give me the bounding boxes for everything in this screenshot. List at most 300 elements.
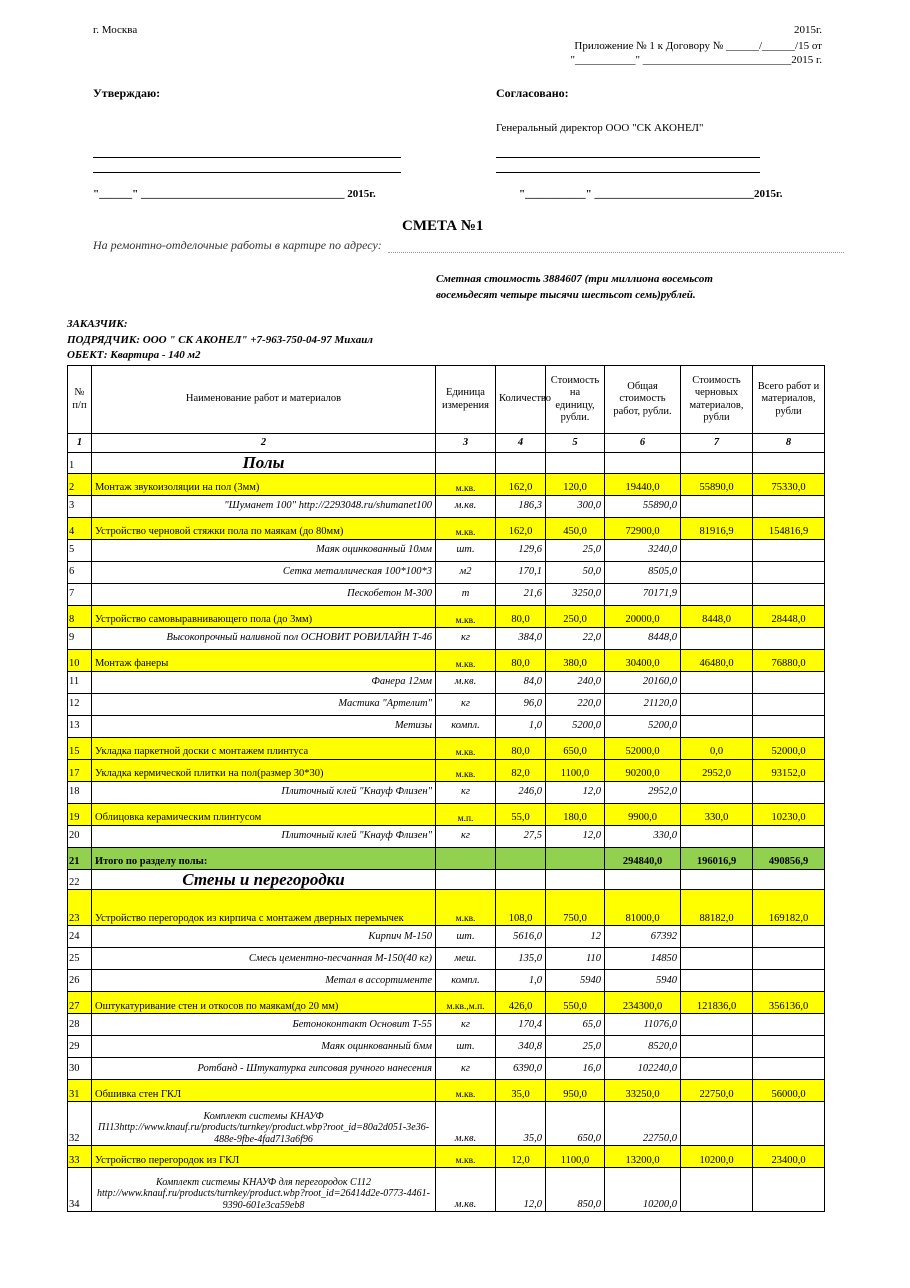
table-row	[68, 970, 825, 992]
item-name: Обшивка стен ГКЛ	[92, 1080, 436, 1102]
total-cost-cell: 20160,0	[605, 671, 681, 693]
quantity-cell	[496, 869, 546, 890]
item-name: "Шуманет 100" http://2293048.ru/shumanet100	[92, 495, 436, 517]
row-number: 11	[68, 671, 92, 693]
grand-total-cell: 56000,0	[753, 1080, 825, 1102]
quantity-cell: 170,1	[496, 561, 546, 583]
grand-total-cell: 169182,0	[753, 890, 825, 926]
table-row	[68, 583, 825, 605]
table-row	[68, 693, 825, 715]
quantity-cell: 12,0	[496, 1168, 546, 1212]
signature-line	[93, 172, 401, 173]
total-cost-cell: 81000,0	[605, 890, 681, 926]
item-name: Фанера 12мм	[92, 671, 436, 693]
customer-label: ЗАКАЗЧИК:	[67, 318, 128, 330]
unit-price-cell: 750,0	[546, 890, 605, 926]
total-cost-cell: 5200,0	[605, 715, 681, 737]
item-name: Метал в ассортименте	[92, 970, 436, 992]
unit-price-cell	[546, 869, 605, 890]
materials-cost-cell: 0,0	[681, 737, 753, 759]
row-number: 6	[68, 561, 92, 583]
materials-cost-cell	[681, 1036, 753, 1058]
appendix-date-line: "___________" ___________________________2015 г.	[570, 54, 822, 66]
total-cost-cell: 2952,0	[605, 781, 681, 803]
document-title: СМЕТА №1	[402, 218, 484, 234]
quantity-cell: 35,0	[496, 1080, 546, 1102]
materials-cost-cell	[681, 1058, 753, 1080]
unit-price-cell: 3250,0	[546, 583, 605, 605]
header-cell: Количество	[496, 366, 546, 434]
table-row	[68, 759, 825, 781]
contractor-label: ПОДРЯДЧИК: ООО " СК АКОНЕЛ" +7-963-750-04-97 Михаил	[67, 334, 373, 346]
materials-cost-cell	[681, 1102, 753, 1146]
signature-line	[496, 157, 760, 158]
approve-date: "______" _____________________________________ 2015г.	[93, 188, 376, 200]
column-number: 1	[68, 434, 92, 453]
materials-cost-cell	[681, 825, 753, 847]
row-number: 4	[68, 517, 92, 539]
row-number: 22	[68, 869, 92, 890]
agreed-title: Согласовано:	[496, 86, 569, 100]
total-cost-cell: 55890,0	[605, 495, 681, 517]
grand-total-cell	[753, 495, 825, 517]
table-row	[68, 737, 825, 759]
quantity-cell: 80,0	[496, 605, 546, 627]
table-row	[68, 1168, 825, 1212]
quantity-cell: 246,0	[496, 781, 546, 803]
unit-price-cell: 12,0	[546, 781, 605, 803]
quantity-cell: 21,6	[496, 583, 546, 605]
row-number: 21	[68, 847, 92, 869]
table-row	[68, 1058, 825, 1080]
section-row	[68, 869, 825, 890]
table-row	[68, 948, 825, 970]
cost-line-1: Сметная стоимость 3884607 (три миллиона восемьсот	[436, 273, 713, 285]
total-cost-cell: 8520,0	[605, 1036, 681, 1058]
unit-price-cell: 25,0	[546, 539, 605, 561]
materials-cost-cell	[681, 453, 753, 474]
table-row	[68, 1080, 825, 1102]
address-line	[388, 252, 844, 253]
table-row	[68, 825, 825, 847]
row-number: 2	[68, 473, 92, 495]
total-cost-cell: 9900,0	[605, 803, 681, 825]
appendix-label: Приложение № 1 к Договору № ______/______/15 от	[574, 40, 822, 52]
column-number: 2	[92, 434, 436, 453]
total-cost-cell: 19440,0	[605, 473, 681, 495]
item-name: Сетка металлическая 100*100*3	[92, 561, 436, 583]
row-number: 32	[68, 1102, 92, 1146]
grand-total-cell: 10230,0	[753, 803, 825, 825]
item-name: Пескобетон М-300	[92, 583, 436, 605]
unit-price-cell: 1100,0	[546, 759, 605, 781]
grand-total-cell	[753, 970, 825, 992]
table-row	[68, 992, 825, 1014]
table-body	[68, 453, 825, 1212]
total-cost-cell: 10200,0	[605, 1168, 681, 1212]
grand-total-cell: 23400,0	[753, 1146, 825, 1168]
header-cell: № п/п	[68, 366, 92, 434]
header-cell: Единица измерения	[436, 366, 496, 434]
row-number: 1	[68, 453, 92, 474]
quantity-cell: 5616,0	[496, 926, 546, 948]
quantity-cell: 162,0	[496, 517, 546, 539]
table-row	[68, 517, 825, 539]
materials-cost-cell	[681, 869, 753, 890]
column-number: 3	[436, 434, 496, 453]
item-name: Ротбанд - Штукатурка гипсовая ручного нанесения	[92, 1058, 436, 1080]
table-header-row	[68, 366, 825, 434]
item-name: Плиточный клей "Кнауф Флизен"	[92, 825, 436, 847]
row-number: 34	[68, 1168, 92, 1212]
unit-cell: шт.	[436, 539, 496, 561]
unit-price-cell: 12	[546, 926, 605, 948]
object-label: ОБЕКТ: Квартира - 140 м2	[67, 349, 201, 361]
materials-cost-cell	[681, 583, 753, 605]
grand-total-cell	[753, 453, 825, 474]
item-name: Устройство перегородок из кирпича с монтажем дверных перемычек	[92, 890, 436, 926]
quantity-cell: 135,0	[496, 948, 546, 970]
quantity-cell: 55,0	[496, 803, 546, 825]
total-cost-cell: 90200,0	[605, 759, 681, 781]
row-number: 30	[68, 1058, 92, 1080]
materials-cost-cell: 330,0	[681, 803, 753, 825]
table-row	[68, 561, 825, 583]
quantity-cell: 80,0	[496, 737, 546, 759]
unit-cell: кг	[436, 627, 496, 649]
total-cost-cell: 70171,9	[605, 583, 681, 605]
item-name: Устройство перегородок из ГКЛ	[92, 1146, 436, 1168]
unit-cell: м.кв.	[436, 1168, 496, 1212]
unit-price-cell: 240,0	[546, 671, 605, 693]
column-number: 5	[546, 434, 605, 453]
item-name: Итого по разделу полы:	[92, 847, 436, 869]
quantity-cell: 27,5	[496, 825, 546, 847]
item-name: Устройство самовыравнивающего пола (до 3мм)	[92, 605, 436, 627]
item-name: Стены и перегородки	[92, 869, 436, 890]
materials-cost-cell	[681, 715, 753, 737]
grand-total-cell	[753, 1036, 825, 1058]
unit-price-cell: 120,0	[546, 473, 605, 495]
grand-total-cell	[753, 715, 825, 737]
column-number-row	[68, 434, 825, 453]
header-cell: Стоимость черновых материалов, рубли	[681, 366, 753, 434]
item-name: Плиточный клей "Кнауф Флизен"	[92, 781, 436, 803]
materials-cost-cell	[681, 671, 753, 693]
unit-cell: меш.	[436, 948, 496, 970]
unit-cell: м.кв.	[436, 1102, 496, 1146]
header-cell: Наименование работ и материалов	[92, 366, 436, 434]
city-label: г. Москва	[93, 24, 138, 36]
quantity-cell: 84,0	[496, 671, 546, 693]
total-cost-cell: 33250,0	[605, 1080, 681, 1102]
unit-cell: м.кв.	[436, 737, 496, 759]
unit-price-cell: 1100,0	[546, 1146, 605, 1168]
signature-line	[93, 157, 401, 158]
quantity-cell: 162,0	[496, 473, 546, 495]
total-cost-cell: 5940	[605, 970, 681, 992]
row-number: 13	[68, 715, 92, 737]
materials-cost-cell	[681, 948, 753, 970]
row-number: 17	[68, 759, 92, 781]
table-row	[68, 1036, 825, 1058]
materials-cost-cell: 121836,0	[681, 992, 753, 1014]
section-row	[68, 453, 825, 474]
column-number: 4	[496, 434, 546, 453]
header-cell: Стоимость на единицу, рубли.	[546, 366, 605, 434]
quantity-cell: 129,6	[496, 539, 546, 561]
item-name: Смесь цементно-песчанная М-150(40 кг)	[92, 948, 436, 970]
quantity-cell: 1,0	[496, 970, 546, 992]
grand-total-cell: 356136,0	[753, 992, 825, 1014]
table-row	[68, 803, 825, 825]
grand-total-cell: 76880,0	[753, 649, 825, 671]
grand-total-cell	[753, 781, 825, 803]
row-number: 8	[68, 605, 92, 627]
unit-price-cell: 220,0	[546, 693, 605, 715]
quantity-cell: 340,8	[496, 1036, 546, 1058]
unit-price-cell: 22,0	[546, 627, 605, 649]
total-cost-cell: 22750,0	[605, 1102, 681, 1146]
grand-total-cell	[753, 693, 825, 715]
table-row	[68, 605, 825, 627]
table-row	[68, 715, 825, 737]
grand-total-cell	[753, 561, 825, 583]
grand-total-cell	[753, 1168, 825, 1212]
grand-total-cell: 28448,0	[753, 605, 825, 627]
column-number: 7	[681, 434, 753, 453]
materials-cost-cell: 46480,0	[681, 649, 753, 671]
unit-cell: м.кв.	[436, 1080, 496, 1102]
grand-total-cell	[753, 948, 825, 970]
unit-cell: кг	[436, 1058, 496, 1080]
unit-price-cell: 110	[546, 948, 605, 970]
table-row	[68, 539, 825, 561]
table-row	[68, 671, 825, 693]
row-number: 19	[68, 803, 92, 825]
grand-total-cell	[753, 671, 825, 693]
total-row	[68, 847, 825, 869]
quantity-cell: 108,0	[496, 890, 546, 926]
materials-cost-cell	[681, 1168, 753, 1212]
grand-total-cell: 52000,0	[753, 737, 825, 759]
table-row	[68, 926, 825, 948]
unit-price-cell: 5200,0	[546, 715, 605, 737]
row-number: 31	[68, 1080, 92, 1102]
total-cost-cell	[605, 453, 681, 474]
quantity-cell: 6390,0	[496, 1058, 546, 1080]
table-row	[68, 1014, 825, 1036]
agreed-position: Генеральный директор ООО "СК АКОНЕЛ"	[496, 122, 704, 134]
unit-cell: кг	[436, 693, 496, 715]
unit-price-cell: 950,0	[546, 1080, 605, 1102]
item-name: Оштукатуривание стен и откосов по маякам(до 20 мм)	[92, 992, 436, 1014]
item-name: Высокопрочный наливной пол ОСНОВИТ РОВИЛАЙН Т-46	[92, 627, 436, 649]
unit-cell	[436, 869, 496, 890]
unit-cell: т	[436, 583, 496, 605]
total-cost-cell: 67392	[605, 926, 681, 948]
estimate-table	[67, 365, 825, 1212]
unit-price-cell: 16,0	[546, 1058, 605, 1080]
unit-price-cell: 5940	[546, 970, 605, 992]
row-number: 28	[68, 1014, 92, 1036]
item-name: Укладка паркетной доски с монтажем плинтуса	[92, 737, 436, 759]
unit-cell: м2	[436, 561, 496, 583]
grand-total-cell: 490856,9	[753, 847, 825, 869]
quantity-cell: 82,0	[496, 759, 546, 781]
total-cost-cell: 21120,0	[605, 693, 681, 715]
unit-cell: шт.	[436, 926, 496, 948]
materials-cost-cell	[681, 1014, 753, 1036]
item-name: Метизы	[92, 715, 436, 737]
unit-cell: м.кв.	[436, 759, 496, 781]
unit-cell: м.кв.	[436, 1146, 496, 1168]
total-cost-cell: 14850	[605, 948, 681, 970]
quantity-cell: 1,0	[496, 715, 546, 737]
row-number: 23	[68, 890, 92, 926]
materials-cost-cell: 55890,0	[681, 473, 753, 495]
unit-cell: м.кв.	[436, 473, 496, 495]
item-name: Облицовка керамическим плинтусом	[92, 803, 436, 825]
signature-line	[496, 172, 760, 173]
row-number: 12	[68, 693, 92, 715]
unit-price-cell: 25,0	[546, 1036, 605, 1058]
materials-cost-cell	[681, 693, 753, 715]
unit-cell: м.кв.	[436, 890, 496, 926]
table-row	[68, 1146, 825, 1168]
unit-cell	[436, 847, 496, 869]
unit-cell: кг	[436, 781, 496, 803]
agreed-date: "___________" _____________________________2015г.	[519, 188, 783, 200]
row-number: 9	[68, 627, 92, 649]
total-cost-cell: 8505,0	[605, 561, 681, 583]
row-number: 5	[68, 539, 92, 561]
materials-cost-cell	[681, 627, 753, 649]
grand-total-cell	[753, 627, 825, 649]
quantity-cell: 186,3	[496, 495, 546, 517]
item-name: Кирпич М-150	[92, 926, 436, 948]
materials-cost-cell: 81916,9	[681, 517, 753, 539]
unit-cell: кг	[436, 1014, 496, 1036]
unit-price-cell: 50,0	[546, 561, 605, 583]
table-row	[68, 627, 825, 649]
unit-cell: шт.	[436, 1036, 496, 1058]
table-row	[68, 781, 825, 803]
unit-price-cell: 300,0	[546, 495, 605, 517]
unit-price-cell: 450,0	[546, 517, 605, 539]
unit-cell: кг	[436, 825, 496, 847]
unit-cell: м.кв.	[436, 517, 496, 539]
unit-cell: м.кв.,м.п.	[436, 992, 496, 1014]
item-name: Монтаж звукоизоляции на пол (3мм)	[92, 473, 436, 495]
materials-cost-cell: 2952,0	[681, 759, 753, 781]
grand-total-cell	[753, 825, 825, 847]
quantity-cell	[496, 453, 546, 474]
materials-cost-cell	[681, 561, 753, 583]
quantity-cell: 96,0	[496, 693, 546, 715]
row-number: 33	[68, 1146, 92, 1168]
column-number: 6	[605, 434, 681, 453]
unit-cell: м.кв.	[436, 495, 496, 517]
unit-cell: компл.	[436, 970, 496, 992]
row-number: 29	[68, 1036, 92, 1058]
unit-price-cell	[546, 453, 605, 474]
table-row	[68, 495, 825, 517]
materials-cost-cell	[681, 970, 753, 992]
grand-total-cell	[753, 583, 825, 605]
row-number: 15	[68, 737, 92, 759]
materials-cost-cell: 8448,0	[681, 605, 753, 627]
unit-cell	[436, 453, 496, 474]
total-cost-cell: 3240,0	[605, 539, 681, 561]
approve-title: Утверждаю:	[93, 86, 161, 100]
grand-total-cell	[753, 1102, 825, 1146]
table-row	[68, 649, 825, 671]
total-cost-cell: 294840,0	[605, 847, 681, 869]
materials-cost-cell	[681, 781, 753, 803]
cost-line-2: восемьдесят четыре тысячи шестьсот семь)рублей.	[436, 289, 696, 301]
total-cost-cell: 330,0	[605, 825, 681, 847]
unit-price-cell	[546, 847, 605, 869]
materials-cost-cell	[681, 495, 753, 517]
item-name: Бетоноконтакт Основит Т-55	[92, 1014, 436, 1036]
total-cost-cell: 30400,0	[605, 649, 681, 671]
address-label: На ремонтно-отделочные работы в картире по адресу:	[93, 238, 382, 252]
unit-price-cell: 180,0	[546, 803, 605, 825]
total-cost-cell: 11076,0	[605, 1014, 681, 1036]
item-name: Комплект системы КНАУФ для перегородок С112 http://www.knauf.ru/products/turnkey/product.wbp?root_id=26414d2e-0773-4461-9390-601e3ca59eb8	[92, 1168, 436, 1212]
unit-price-cell: 12,0	[546, 825, 605, 847]
total-cost-cell: 102240,0	[605, 1058, 681, 1080]
unit-price-cell: 380,0	[546, 649, 605, 671]
unit-cell: м.кв.	[436, 671, 496, 693]
grand-total-cell: 93152,0	[753, 759, 825, 781]
unit-price-cell: 650,0	[546, 1102, 605, 1146]
row-number: 27	[68, 992, 92, 1014]
total-cost-cell: 52000,0	[605, 737, 681, 759]
grand-total-cell	[753, 926, 825, 948]
unit-price-cell: 650,0	[546, 737, 605, 759]
unit-cell: м.кв.	[436, 605, 496, 627]
total-cost-cell	[605, 869, 681, 890]
item-name: Мастика "Артелит"	[92, 693, 436, 715]
item-name: Укладка кермической плитки на пол(размер 30*30)	[92, 759, 436, 781]
header-cell: Общая стоимость работ, рубли.	[605, 366, 681, 434]
materials-cost-cell: 196016,9	[681, 847, 753, 869]
quantity-cell: 35,0	[496, 1102, 546, 1146]
row-number: 26	[68, 970, 92, 992]
grand-total-cell	[753, 539, 825, 561]
grand-total-cell	[753, 1014, 825, 1036]
unit-price-cell: 550,0	[546, 992, 605, 1014]
item-name: Устройство черновой стяжки пола по маякам (до 80мм)	[92, 517, 436, 539]
unit-cell: м.п.	[436, 803, 496, 825]
unit-price-cell: 65,0	[546, 1014, 605, 1036]
quantity-cell: 384,0	[496, 627, 546, 649]
total-cost-cell: 234300,0	[605, 992, 681, 1014]
row-number: 20	[68, 825, 92, 847]
total-cost-cell: 20000,0	[605, 605, 681, 627]
row-number: 7	[68, 583, 92, 605]
unit-price-cell: 250,0	[546, 605, 605, 627]
quantity-cell: 80,0	[496, 649, 546, 671]
quantity-cell: 170,4	[496, 1014, 546, 1036]
materials-cost-cell	[681, 926, 753, 948]
row-number: 24	[68, 926, 92, 948]
grand-total-cell: 75330,0	[753, 473, 825, 495]
grand-total-cell: 154816,9	[753, 517, 825, 539]
quantity-cell: 426,0	[496, 992, 546, 1014]
